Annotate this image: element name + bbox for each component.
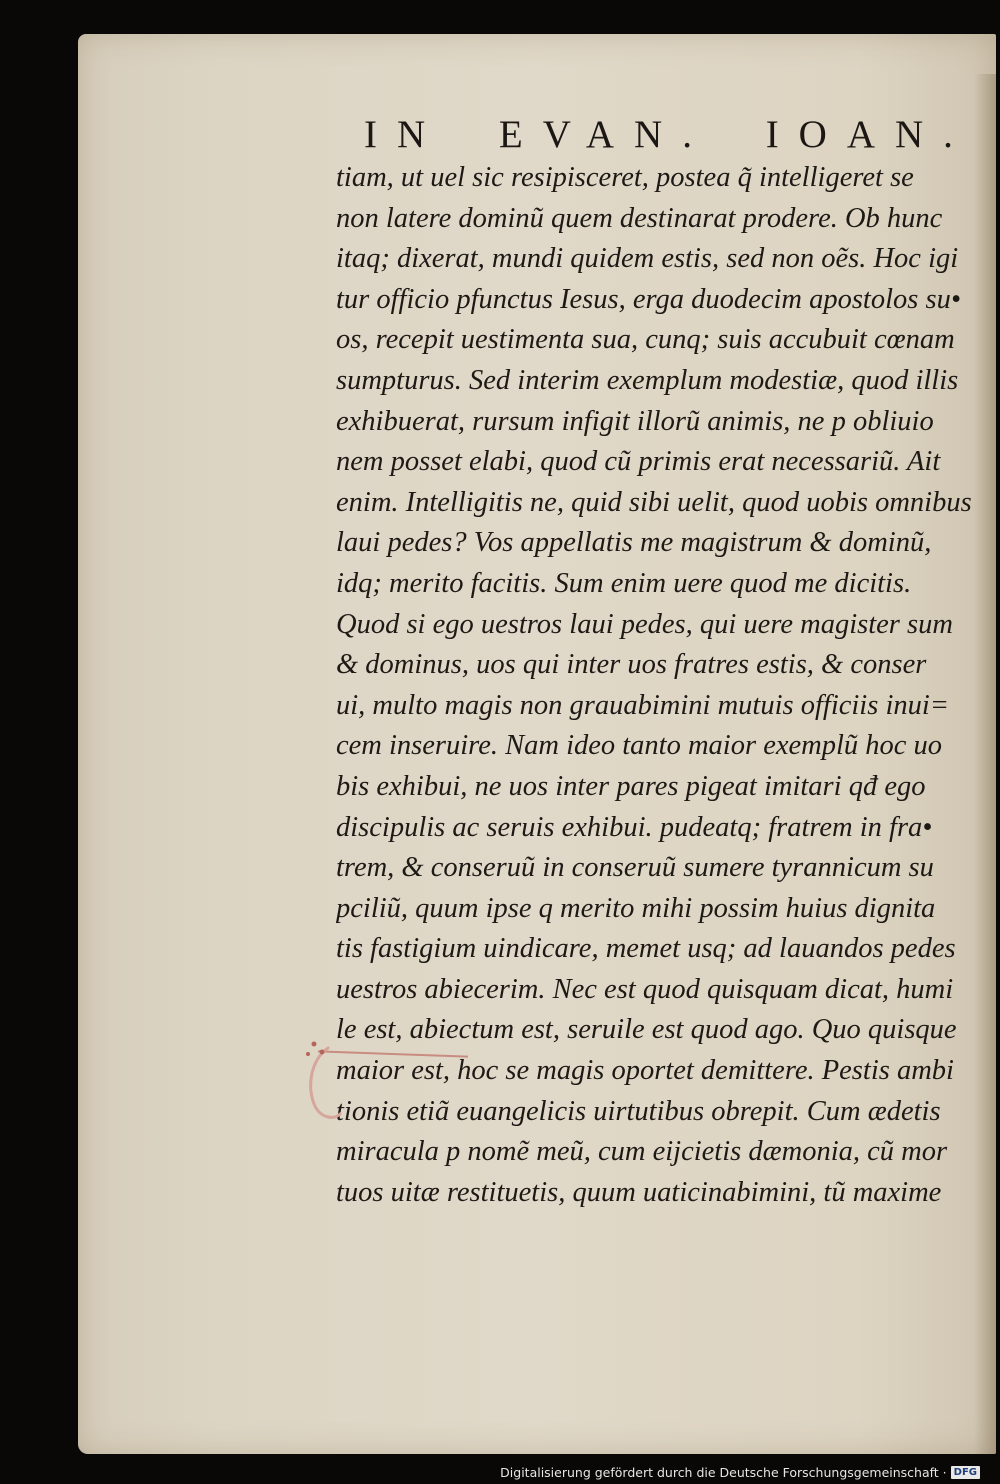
text-line: trem, & conseruũ in conseruũ sumere tyrannicum su	[336, 852, 934, 884]
marginal-annotation-mark	[300, 1030, 360, 1130]
text-line: itaq; dixerat, mundi quidem estis, sed non oẽs. Hoc igi	[336, 243, 959, 275]
text-line: le est, abiectum est, seruile est quod ago. Quo quisque	[336, 1014, 957, 1046]
text-line: laui pedes? Vos appellatis me magistrum & dominũ,	[336, 527, 932, 559]
text-line: nem posset elabi, quod cũ primis erat necessariũ. Ait	[336, 446, 941, 478]
text-line: exhibuerat, rursum infigit illorũ animis, ne p obliuio	[336, 405, 934, 437]
text-line: uestros abiecerim. Nec est quod quisquam dicat, humi	[336, 973, 954, 1005]
text-line: pciliũ, quum ipse q merito mihi possim huius dignita	[336, 892, 936, 924]
credit-text: Digitalisierung gefördert durch die Deutsche Forschungsgemeinschaft ·	[500, 1465, 947, 1480]
text-line: tis fastigium uindicare, memet usq; ad lauandos pedes	[336, 933, 956, 965]
dfg-logo: DFG	[951, 1466, 980, 1479]
text-line: tionis etiã euangelicis uirtutibus obrepit. Cum ædetis	[336, 1095, 941, 1127]
text-line: maior est, hoc se magis oportet demittere. Pestis ambi	[336, 1055, 954, 1087]
manuscript-bracket-icon	[300, 1030, 360, 1130]
text-line: tiam, ut uel sic resipisceret, postea q̃ intelligeret se	[336, 162, 914, 193]
text-line: tur officio pfunctus Iesus, erga duodecim apostolos su•	[336, 283, 961, 315]
text-line: cem inseruire. Nam ideo tanto maior exemplũ hoc uo	[336, 730, 943, 762]
text-line: idq; merito facitis. Sum enim uere quod me dicitis.	[336, 567, 912, 599]
digitization-credit	[500, 1465, 980, 1480]
text-line: miracula p nomẽ meũ, cum eijcietis dæmonia, cũ mor	[336, 1136, 948, 1168]
text-line: ui, multo magis non grauabimini mutuis officiis inui=	[336, 689, 950, 721]
text-line: enim. Intelligitis ne, quid sibi uelit, quod uobis omnibus	[336, 486, 972, 518]
running-head: IN EVAN. IOAN.	[364, 113, 973, 156]
text-line: sumpturus. Sed interim exemplum modestiæ, quod illis	[336, 364, 959, 396]
text-line: os, recepit uestimenta sua, cunq; suis accubuit cœnam	[336, 324, 955, 356]
text-line: tuos uitæ restituetis, quum uaticinabimini, tũ maxime	[336, 1176, 942, 1208]
text-line: bis exhibui, ne uos inter pares pigeat imitari qđ ego	[336, 770, 926, 802]
text-line: discipulis ac seruis exhibui. pudeatq; fratrem in fra•	[336, 811, 933, 843]
text-line: & dominus, uos qui inter uos fratres estis, & conser	[336, 649, 927, 681]
text-line: Quod si ego uestros laui pedes, qui uere magister sum	[336, 608, 953, 640]
page-edge-shadow	[974, 74, 996, 1454]
text-line: non latere dominũ quem destinarat prodere. Ob hunc	[336, 202, 943, 234]
